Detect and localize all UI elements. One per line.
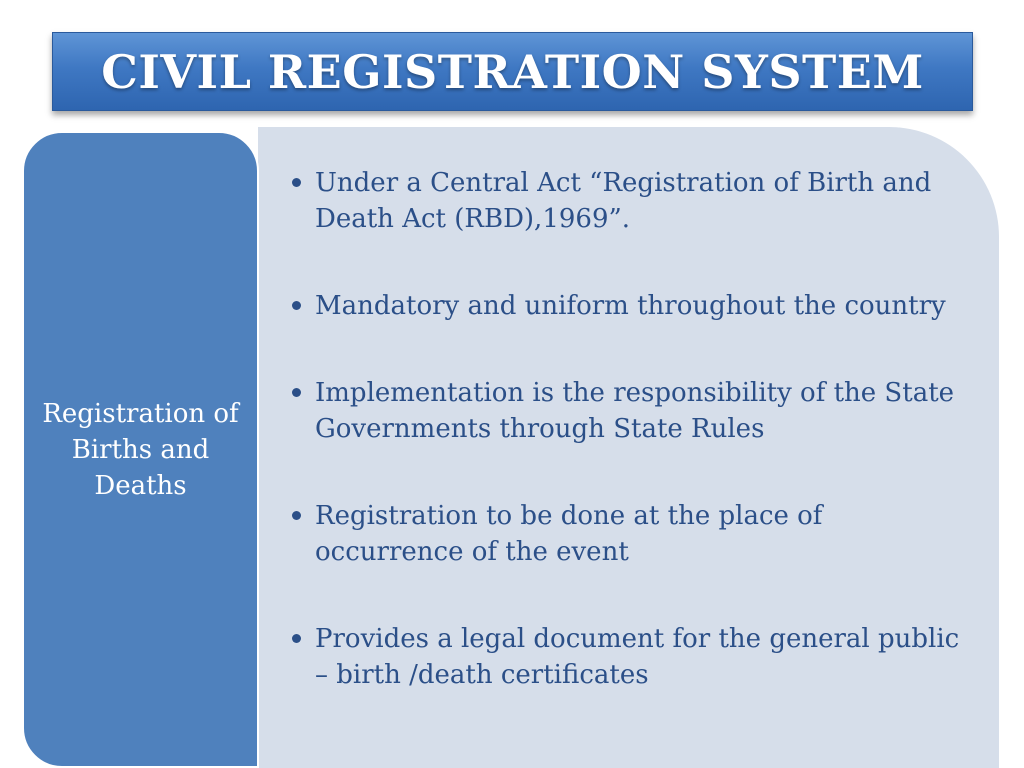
bullet-item bbox=[288, 288, 968, 324]
bullet-text: Mandatory and uniform throughout the country bbox=[315, 291, 946, 321]
bullet-text: Implementation is the responsibility of the State Governments through State Rules bbox=[315, 378, 955, 444]
title-bar bbox=[52, 32, 973, 111]
category-box bbox=[22, 131, 259, 768]
bullet-list bbox=[288, 165, 968, 744]
bullet-text: Under a Central Act “Registration of Birth and Death Act (RBD),1969”. bbox=[315, 168, 932, 234]
bullet-item bbox=[288, 165, 968, 237]
bullet-dot-icon bbox=[292, 301, 301, 310]
category-label: Registration of Births and Deaths bbox=[42, 398, 239, 501]
bullet-item bbox=[288, 498, 968, 570]
bullet-dot-icon bbox=[292, 511, 301, 520]
bullet-dot-icon bbox=[292, 634, 301, 643]
bullet-item bbox=[288, 375, 968, 447]
bullet-dot-icon bbox=[292, 178, 301, 187]
bullet-dot-icon bbox=[292, 388, 301, 397]
slide-title: CIVIL REGISTRATION SYSTEM bbox=[101, 44, 924, 99]
bullet-text: Provides a legal document for the general public – birth /death certificates bbox=[315, 624, 960, 690]
bullet-text: Registration to be done at the place of occurrence of the event bbox=[315, 501, 823, 567]
bullet-item bbox=[288, 621, 968, 693]
